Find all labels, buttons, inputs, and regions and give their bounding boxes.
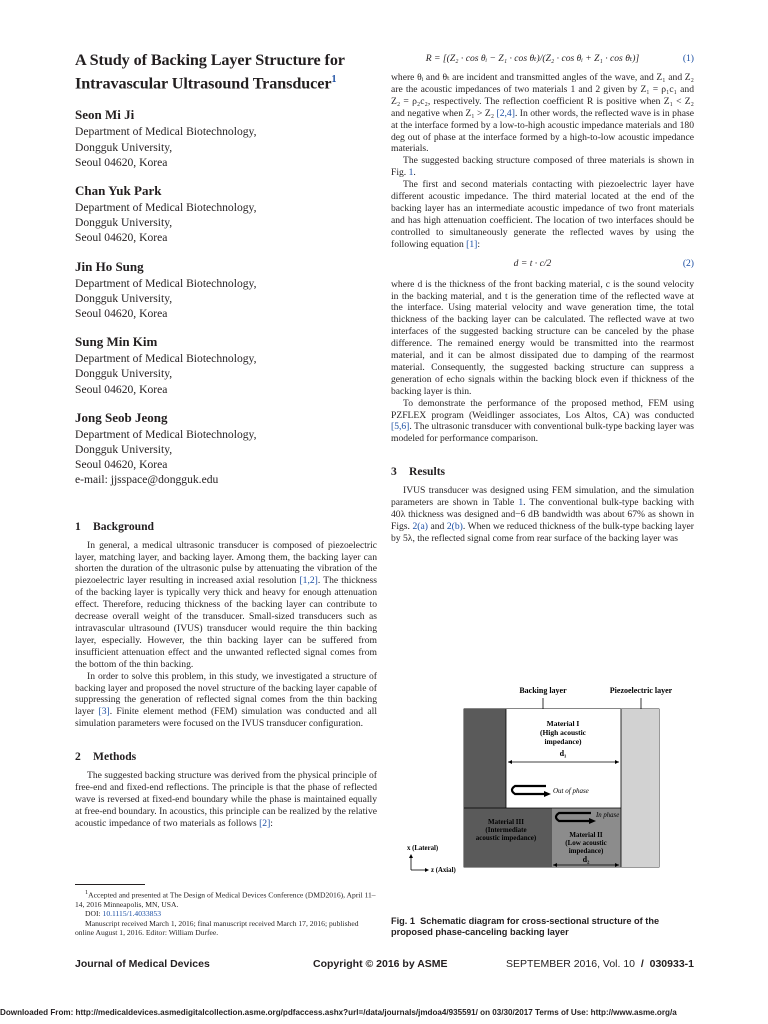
equation-2: d = t · c/2 (2) — [513, 257, 694, 269]
equation-number: (1) — [682, 53, 694, 64]
piezo-layer-label: Piezoelectric layer — [609, 686, 673, 695]
affiliation-line: Seoul 04620, Korea — [75, 231, 168, 245]
issue-info: SEPTEMBER 2016, Vol. 10 / 030933-1 — [506, 958, 694, 970]
author-block — [75, 107, 377, 170]
author-name: Sung Min Kim — [75, 334, 158, 350]
table-link[interactable]: 1 — [518, 497, 524, 509]
background-paragraph-1: In general, a medical ultrasonic transducer is composed of piezoelectric layer, matching layer, and backing layer. Among them, the backing layer can shorten the duration of the ultrasonic pulse by attenuating the vibration of the piezoelectric layer resulting in increased axial resolution [1,2]. The thickness of the backing layer is typically very thick and heavy for enough attenuation effect. Therefore, reducing thickness of the backing layer can contribute to decrease overall weight of the transducer. Small-sized transducers such as intravascular ultrasound (IVUS) transducer would require the thin backing layer, especially. However, the thin backing layer can be suffered from insufficient attenuation effect and the unwanted reflected signal comes from the bottom of the thin backing. — [75, 539, 377, 670]
affiliation-line: Department of Medical Biotechnology, — [75, 276, 257, 290]
section-heading-methods: 2 Methods — [75, 750, 137, 764]
affiliation-line: Department of Medical Biotechnology, — [75, 352, 257, 366]
author-name: Jong Seob Jeong — [75, 409, 168, 425]
material-1-label: Material I — [546, 719, 580, 728]
figure-link[interactable]: 1 — [408, 167, 414, 179]
affiliation-line: Department of Medical Biotechnology, — [75, 201, 257, 214]
figure-link[interactable]: 2(b) — [446, 521, 463, 532]
author-block — [75, 410, 377, 488]
equation-1: R = [(Z₂ · cos θᵢ − Z₁ · cos θₜ)/(Z₂ · cos θᵢ + Z₁ · cos θₜ)] (1) — [425, 53, 694, 64]
affiliation-line: Seoul 04620, Korea — [75, 458, 168, 472]
author-block — [75, 259, 377, 322]
svg-text:(High acoustic: (High acoustic — [539, 728, 587, 737]
methods-paragraph-4: The first and second materials contacting with piezoelectric layer have different acoustic impedance. The third material located at the end of the backing layer has an intermediate acoustic impedance of two front materials and has high attenuation coefficient. The location of two interfaces should be controlled to simultaneously generate the reflected waves by using the following equation [1]: — [391, 179, 694, 250]
svg-text:(Low acoustic: (Low acoustic — [565, 839, 607, 847]
material-3-label: Material III — [488, 818, 524, 826]
author-name: Seon Mi Ji — [75, 107, 135, 123]
section-heading-results: 3 Results — [391, 465, 446, 479]
author-list — [75, 107, 377, 487]
equation-number: (2) — [682, 257, 694, 269]
piezo-region — [621, 709, 659, 867]
article-title: A Study of Backing Layer Structure for Intravascular Ultrasound Transducer$^1$ — [75, 51, 345, 93]
copyright: Copyright © 2016 by ASME — [313, 958, 448, 970]
author-block — [75, 183, 377, 246]
author-name: Jin Ho Sung — [75, 258, 144, 274]
affiliation-line: Seoul 04620, Korea — [75, 382, 168, 396]
svg-text:acoustic impedance): acoustic impedance) — [475, 834, 537, 842]
svg-text:impedance): impedance) — [568, 847, 604, 855]
author-name: Chan Yuk Park — [75, 183, 162, 198]
backing-layer-label: Backing layer — [519, 686, 567, 695]
background-paragraph-2: In order to solve this problem, in this study, we investigated a structure of backing layer and proposed the novel structure of the backing layer capable of suppressing the generation of reflected signal comes from the thin backing layer [3]. Finite element method (FEM) simulation was conducted and all simulation parameters were focused on the IVUS transducer configuration. — [75, 670, 378, 730]
citation-link[interactable]: [5,6] — [391, 421, 410, 433]
affiliation-line: Dongguk University, — [75, 216, 173, 230]
results-paragraph-1: IVUS transducer was designed using FEM simulation, and the simulation parameters are shown in Table 1. The conventional bulk-type backing with 40λ thickness was designed and−6 dB bandwidth was about 67% as shown in Figs. 2(a) and 2(b). When we reduced thickness of the bulk-type backing layer by 5λ, the reflected signal come from rear surface of the backing layer was — [391, 485, 694, 544]
author-block — [75, 334, 377, 397]
download-notice: Downloaded From: http://medicaldevices.asmedigitalcollection.asme.org/pdfaccess.ashx?url=/data/journals/jmdoa4/935591/ on 03/30/2017 Terms of Use: http://www.asme.org/a — [0, 1008, 677, 1017]
affiliation-line: Dongguk University, — [75, 367, 173, 381]
d1-label: d₁ — [559, 749, 567, 758]
d2-label: d₂ — [582, 855, 590, 864]
citation-link[interactable]: [2,4] — [496, 107, 515, 119]
svg-text:(Intermediate: (Intermediate — [485, 826, 527, 834]
affiliation-line: Dongguk University, — [75, 291, 173, 305]
page-number: 030933-1 — [649, 958, 694, 970]
z-axis-label: z (Axial) — [431, 867, 456, 874]
in-phase-label: In phase — [596, 812, 620, 819]
affiliation-line: Seoul 04620, Korea — [75, 307, 168, 321]
methods-paragraph-1: The suggested backing structure was derived from the physical principle of free-end and fixed-end reflections. The principle is that the phase of reflected wave is reversed at fixed-end boundary while the phase is maintained equally at free-end boundary. In acoustics, this principle can be realized by the relative acoustic impedance of two materials as follows [2]: — [75, 770, 377, 829]
affiliation-line: Department of Medical Biotechnology, — [75, 427, 257, 441]
citation-link[interactable]: [3] — [98, 706, 110, 718]
right-column — [391, 50, 694, 545]
affiliation-line: Dongguk University, — [75, 443, 173, 457]
methods-paragraph-2: where θᵢ and θₜ are incident and transmitted angles of the wave, and Z₁ and Z₂ are the acoustic impedances of two materials 1 and 2 given by Z₁ = ρ₁c₁ and Z₂ = ρ₂c₂, respectively. The reflection coefficient R is positive when Z₁ < Z₂ and negative when Z₁ > Z₂ [2,4]. In other words, the reflected wave is in phase at the interface formed by a low-to-high acoustic impedance materials and 180 deg out of phase at the interface formed by a high-to-low acoustic impedance materials. — [391, 72, 694, 155]
figure-caption: Fig. 1 Schematic diagram for cross-sectional structure of the proposed phase-canceling backing layer — [391, 916, 660, 937]
caption-label: Fig. 1 — [391, 916, 415, 926]
affiliation-line: Seoul 04620, Korea — [75, 155, 168, 169]
material-2-label: Material II — [569, 831, 603, 839]
affiliation-line: Department of Medical Biotechnology, — [75, 125, 257, 139]
footnote: $^1$Accepted and presented at The Design of Medical Devices Conference (DMD2016), April 11–14, 2016 Minneapolis, MN, USA. DOI: 10.1115/1.4033853 Manuscript received March 1, 2016; final manuscript received March 17, 2016; published online August 1, 2016. Editor: William Durfee. — [75, 884, 377, 938]
author-email[interactable]: e-mail: jjsspace@dongguk.edu — [75, 473, 219, 487]
title-footnote-mark[interactable]: 1 — [331, 74, 337, 85]
methods-paragraph-3: The suggested backing structure composed of three materials is shown in Fig. 1. — [391, 155, 694, 179]
footnote-rule — [75, 884, 145, 885]
figure-1 — [391, 682, 694, 896]
svg-text:impedance): impedance) — [544, 737, 582, 746]
x-axis-label: x (Lateral) — [407, 845, 439, 852]
out-of-phase-label: Out of phase — [553, 787, 589, 795]
doi-link[interactable]: 10.1115/1.4033853 — [102, 909, 162, 919]
left-column — [75, 50, 377, 830]
section-heading-background: 1 Background — [75, 519, 154, 533]
citation-link[interactable]: [2] — [259, 817, 271, 829]
citation-link[interactable]: [1,2] — [299, 575, 318, 587]
citation-link[interactable]: [1] — [466, 238, 478, 250]
methods-paragraph-6: To demonstrate the performance of the proposed method, FEM using PZFLEX program (Weidlinger associates, Los Altos, CA) was conducted [5,6]. The ultrasonic transducer with conventional bulk-type backing layer was modeled for performance comparison. — [391, 397, 694, 445]
figure-link[interactable]: 2(a) — [412, 521, 428, 532]
affiliation-line: Dongguk University, — [75, 140, 173, 154]
journal-name: Journal of Medical Devices — [75, 958, 210, 970]
methods-paragraph-5: where d is the thickness of the front backing material, c is the sound velocity in the backing material, and t is the generation time of the reflected wave at the interface. Using material velocity and wave generation time, the total thickness of the backing layer can be calculated. The reflected wave at two interfaces of the suggested backing structure can be canceled by the phase difference. The remained energy would be transmitted into the rearmost material, and it can be almost dissipated due to damping of the rearmost material. Consequently, the suggested backing structure can suppress a generation of echo signals within the backing block even if thickness of the backing layer is thin. — [391, 278, 694, 397]
